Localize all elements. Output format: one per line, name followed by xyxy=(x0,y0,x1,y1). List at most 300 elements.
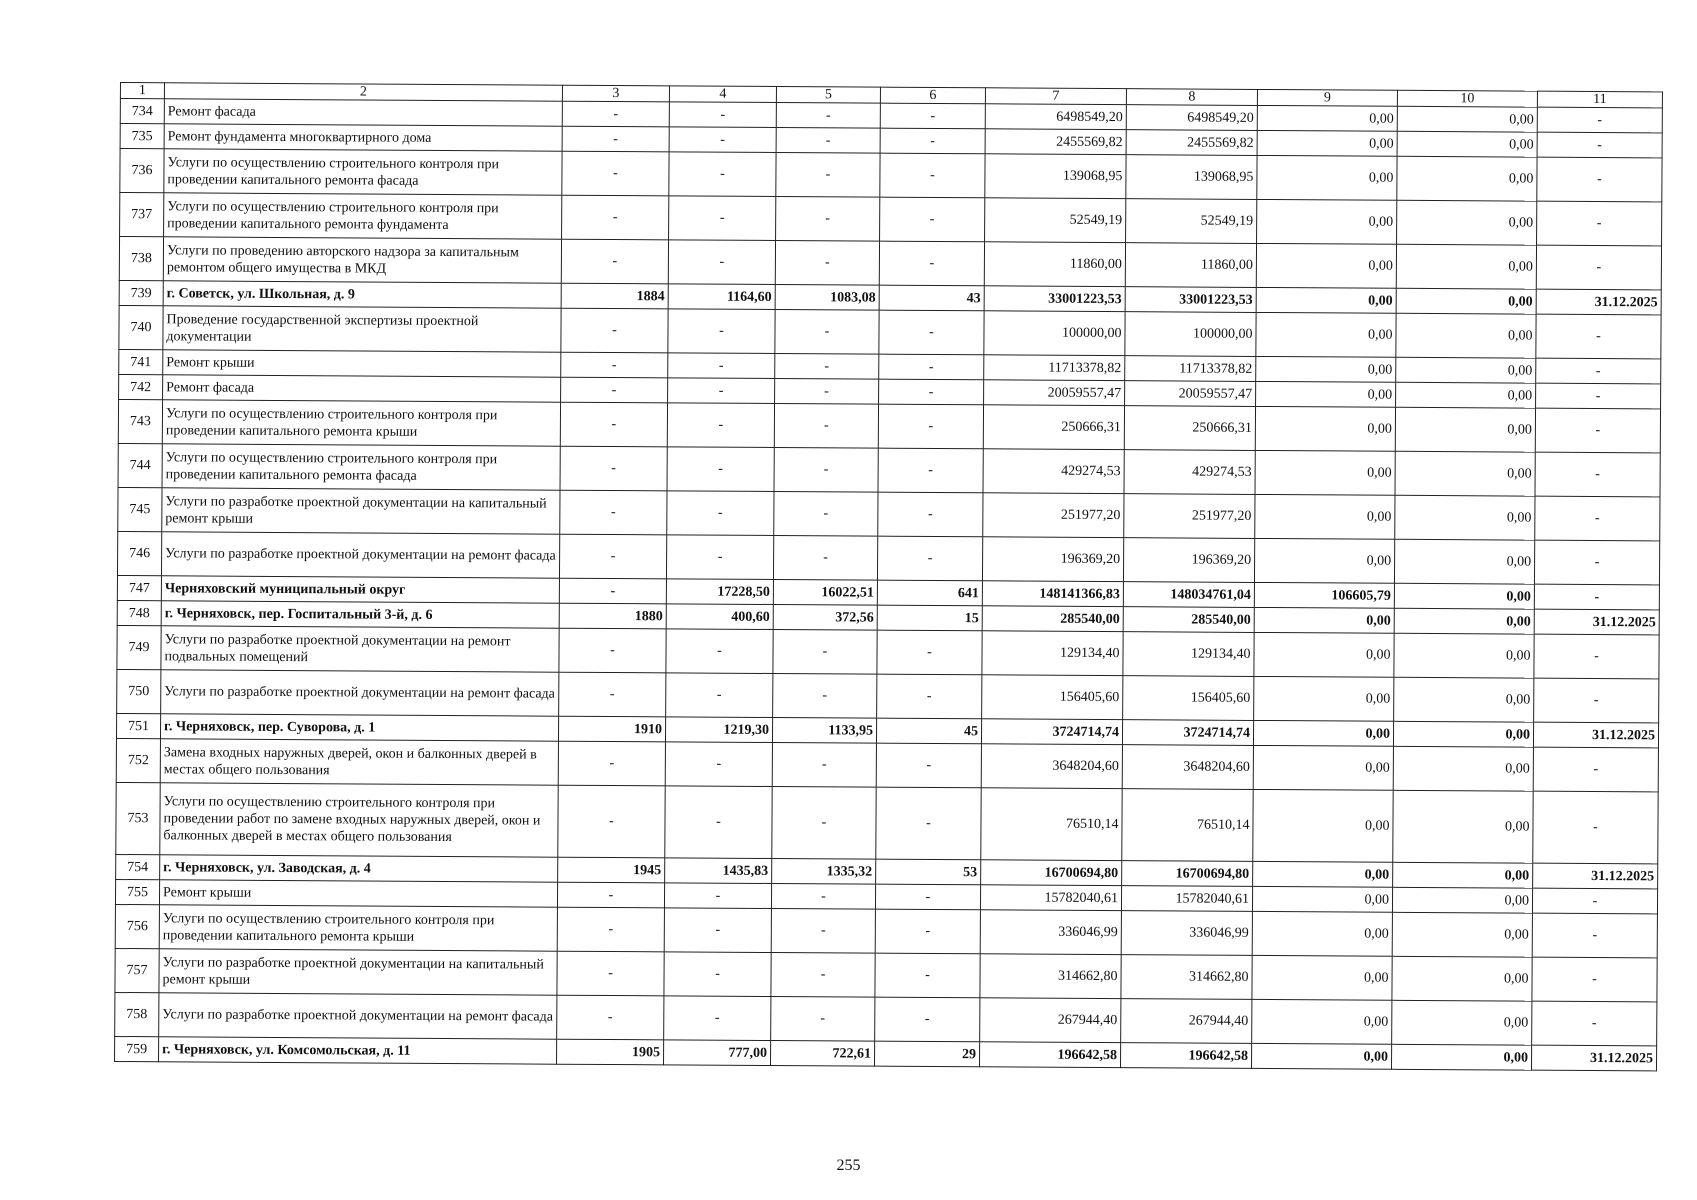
cost-other-2-cell: 0,00 xyxy=(1394,633,1534,678)
cost-other-2-cell: 0,00 xyxy=(1397,106,1537,132)
cost-total-cell: 52549,19 xyxy=(985,198,1126,243)
column-header: 1 xyxy=(120,83,164,99)
residents-cell: - xyxy=(880,128,985,154)
item-name-cell: Ремонт фасада xyxy=(163,375,561,402)
total-area-cell: - xyxy=(668,309,775,354)
total-area-cell: - xyxy=(664,996,771,1041)
cost-total-cell: 16700694,80 xyxy=(981,860,1122,886)
completion-date-cell: - xyxy=(1535,496,1660,541)
living-area-cell: - xyxy=(775,354,879,380)
cost-other-1-cell: 0,00 xyxy=(1253,789,1393,862)
column-header: 11 xyxy=(1537,91,1662,108)
residents-cell: 43 xyxy=(879,285,984,311)
living-area-cell: - xyxy=(771,996,875,1041)
cost-fund-cell: 336046,99 xyxy=(1121,911,1252,956)
item-name-cell: Ремонт крыши xyxy=(159,880,557,907)
cost-other-2-cell: 0,00 xyxy=(1395,407,1535,452)
row-number-cell: 759 xyxy=(115,1036,159,1061)
row-number-cell: 740 xyxy=(119,305,163,349)
cost-other-1-cell: 0,00 xyxy=(1254,607,1394,633)
year-built-cell: - xyxy=(557,951,664,996)
cost-other-1-cell: 0,00 xyxy=(1256,287,1396,313)
cost-total-cell: 100000,00 xyxy=(984,311,1125,356)
living-area-cell: - xyxy=(774,448,878,493)
column-header: 9 xyxy=(1257,89,1397,106)
cost-other-1-cell: 0,00 xyxy=(1253,861,1393,887)
completion-date-cell: - xyxy=(1533,747,1658,792)
total-area-cell: 1219,30 xyxy=(665,717,772,743)
item-name-cell: Услуги по разработке проектной документации на ремонт подвальных помещений xyxy=(161,626,559,672)
year-built-cell: - xyxy=(562,126,669,152)
cost-fund-cell: 33001223,53 xyxy=(1125,287,1256,313)
cost-other-2-cell: 0,00 xyxy=(1394,539,1534,584)
residents-cell: - xyxy=(876,743,981,788)
living-area-cell: - xyxy=(775,379,879,405)
residents-cell: - xyxy=(880,153,985,198)
cost-total-cell: 3648204,60 xyxy=(981,744,1122,789)
row-number-cell: 743 xyxy=(118,399,162,443)
cost-other-1-cell: 0,00 xyxy=(1253,720,1393,746)
cost-other-2-cell: 0,00 xyxy=(1396,244,1536,289)
cost-other-2-cell: 0,00 xyxy=(1393,746,1533,791)
year-built-cell: - xyxy=(557,995,664,1040)
cost-other-2-cell: 0,00 xyxy=(1397,200,1537,245)
year-built-cell: 1945 xyxy=(558,857,665,883)
living-area-cell: - xyxy=(771,883,875,909)
completion-date-cell: - xyxy=(1534,584,1659,610)
total-area-cell: - xyxy=(666,535,773,580)
cost-other-1-cell: 0,00 xyxy=(1255,406,1395,451)
cost-total-cell: 139068,95 xyxy=(985,154,1126,199)
row-number-cell: 752 xyxy=(116,738,160,782)
residents-cell: 53 xyxy=(876,859,981,885)
row-number-cell: 747 xyxy=(117,575,161,600)
cost-fund-cell: 129134,40 xyxy=(1123,632,1254,677)
item-name-cell: Ремонт крыши xyxy=(163,350,561,377)
living-area-cell: 722,61 xyxy=(771,1040,875,1066)
cost-total-cell: 156405,60 xyxy=(982,675,1123,720)
completion-date-cell: - xyxy=(1536,245,1661,290)
cost-fund-cell: 314662,80 xyxy=(1121,955,1252,1000)
year-built-cell: 1884 xyxy=(561,283,668,309)
table-row xyxy=(116,782,1658,863)
cost-other-2-cell: 0,00 xyxy=(1395,495,1535,540)
cost-other-2-cell: 0,00 xyxy=(1392,887,1532,913)
item-name-cell: Услуги по разработке проектной документации на капитальный ремонт крыши xyxy=(162,488,560,534)
total-area-cell: - xyxy=(666,673,773,718)
item-name-cell: Услуги по разработке проектной документации на ремонт фасада xyxy=(161,532,559,578)
year-built-cell: - xyxy=(560,402,667,447)
year-built-cell: - xyxy=(561,377,668,403)
cost-total-cell: 11860,00 xyxy=(984,242,1125,287)
residents-cell: 15 xyxy=(877,605,982,631)
cost-other-2-cell: 0,00 xyxy=(1396,288,1536,314)
cost-fund-cell: 250666,31 xyxy=(1124,406,1255,451)
living-area-cell: - xyxy=(776,197,880,242)
row-number-cell: 753 xyxy=(116,782,160,854)
completion-date-cell: - xyxy=(1535,452,1660,497)
item-name-cell: Услуги по осуществлению строительного контроля при проведении капитального ремонта фасада xyxy=(164,149,562,195)
living-area-cell: - xyxy=(774,404,878,449)
year-built-cell: - xyxy=(559,534,666,579)
row-number-cell: 741 xyxy=(119,349,163,374)
cost-other-2-cell: 0,00 xyxy=(1393,790,1533,863)
year-built-cell: - xyxy=(557,882,664,908)
cost-other-2-cell: 0,00 xyxy=(1392,1000,1532,1045)
cost-total-cell: 314662,80 xyxy=(980,954,1121,999)
row-number-cell: 756 xyxy=(115,904,159,948)
living-area-cell: - xyxy=(775,241,879,286)
item-name-cell: Услуги по осуществлению строительного контроля при проведении капитального ремонта фундамента xyxy=(164,193,562,239)
living-area-cell: - xyxy=(776,103,880,129)
total-area-cell: 777,00 xyxy=(664,1040,771,1066)
row-number-cell: 751 xyxy=(116,713,160,738)
cost-fund-cell: 15782040,61 xyxy=(1121,886,1252,912)
cost-fund-cell: 11860,00 xyxy=(1125,243,1256,288)
residents-cell: - xyxy=(879,379,984,405)
living-area-cell: - xyxy=(776,128,880,154)
cost-total-cell: 20059557,47 xyxy=(984,380,1125,406)
cost-fund-cell: 2455569,82 xyxy=(1126,130,1257,156)
residents-cell: - xyxy=(880,103,985,129)
year-built-cell: 1880 xyxy=(559,603,666,629)
residents-cell: - xyxy=(875,884,980,910)
cost-other-1-cell: 0,00 xyxy=(1252,886,1392,912)
completion-date-cell: - xyxy=(1537,132,1662,158)
residents-cell: - xyxy=(880,197,985,242)
cost-other-2-cell: 0,00 xyxy=(1397,156,1537,201)
row-number-cell: 742 xyxy=(119,374,163,399)
cost-total-cell: 250666,31 xyxy=(983,405,1124,450)
cost-other-1-cell: 0,00 xyxy=(1254,538,1394,583)
cost-other-2-cell: 0,00 xyxy=(1392,956,1532,1001)
cost-fund-cell: 251977,20 xyxy=(1124,494,1255,539)
cost-other-2-cell: 0,00 xyxy=(1394,583,1534,609)
item-name-cell: Услуги по осуществлению строительного контроля при проведении капитального ремонта крыши xyxy=(162,400,560,446)
total-area-cell: 1164,60 xyxy=(668,284,775,310)
total-area-cell: - xyxy=(664,883,771,909)
cost-other-1-cell: 0,00 xyxy=(1256,312,1396,357)
cost-total-cell: 429274,53 xyxy=(983,449,1124,494)
column-header: 6 xyxy=(880,87,985,104)
residents-cell: - xyxy=(878,492,983,537)
row-number-cell: 755 xyxy=(115,879,159,904)
cost-other-2-cell: 0,00 xyxy=(1397,131,1537,157)
total-area-cell: - xyxy=(664,908,771,953)
item-name-cell: Услуги по разработке проектной документации на капитальный ремонт крыши xyxy=(159,949,557,995)
year-built-cell: - xyxy=(561,308,668,353)
year-built-cell: - xyxy=(557,907,664,952)
row-number-cell: 739 xyxy=(119,280,163,305)
item-name-cell: г. Черняховск, ул. Заводская, д. 4 xyxy=(160,855,558,882)
cost-total-cell: 196642,58 xyxy=(980,1042,1121,1068)
completion-date-cell: 31.12.2025 xyxy=(1534,609,1659,635)
living-area-cell: - xyxy=(771,952,875,997)
cost-total-cell: 148141366,83 xyxy=(982,581,1123,607)
total-area-cell: 17228,50 xyxy=(666,579,773,605)
cost-other-1-cell: 0,00 xyxy=(1256,381,1396,407)
year-built-cell: - xyxy=(561,239,668,284)
cost-fund-cell: 52549,19 xyxy=(1126,199,1257,244)
residents-cell: - xyxy=(878,448,983,493)
total-area-cell: - xyxy=(664,952,771,997)
item-name-cell: г. Черняховск, ул. Комсомольская, д. 11 xyxy=(159,1037,557,1064)
cost-total-cell: 267944,40 xyxy=(980,998,1121,1043)
cost-fund-cell: 3648204,60 xyxy=(1122,745,1253,790)
completion-date-cell: - xyxy=(1534,634,1659,679)
completion-date-cell: - xyxy=(1536,358,1661,384)
completion-date-cell: 31.12.2025 xyxy=(1531,1045,1656,1071)
completion-date-cell: - xyxy=(1537,157,1662,202)
living-area-cell: 1083,08 xyxy=(775,285,879,311)
living-area-cell: 1133,95 xyxy=(772,717,876,743)
completion-date-cell: 31.12.2025 xyxy=(1533,722,1658,748)
cost-fund-cell: 11713378,82 xyxy=(1125,356,1256,382)
cost-fund-cell: 429274,53 xyxy=(1124,450,1255,495)
completion-date-cell: 31.12.2025 xyxy=(1533,863,1658,889)
cost-other-2-cell: 0,00 xyxy=(1396,382,1536,408)
column-header: 7 xyxy=(985,88,1126,105)
completion-date-cell: - xyxy=(1532,888,1657,914)
completion-date-cell: 31.12.2025 xyxy=(1536,289,1661,315)
living-area-cell: - xyxy=(774,492,878,537)
living-area-cell: - xyxy=(773,536,877,581)
residents-cell: - xyxy=(877,536,982,581)
year-built-cell: - xyxy=(560,490,667,535)
column-header: 10 xyxy=(1397,90,1537,107)
year-built-cell: - xyxy=(561,352,668,378)
living-area-cell: - xyxy=(773,630,877,675)
completion-date-cell: - xyxy=(1534,678,1659,723)
residents-cell: - xyxy=(875,909,980,954)
cost-total-cell: 336046,99 xyxy=(980,910,1121,955)
total-area-cell: - xyxy=(668,353,775,379)
year-built-cell: - xyxy=(562,195,669,240)
residents-cell: - xyxy=(877,630,982,675)
residents-cell: - xyxy=(875,997,980,1042)
cost-other-1-cell: 0,00 xyxy=(1257,199,1397,244)
row-number-cell: 738 xyxy=(119,237,163,281)
item-name-cell: г. Черняховск, пер. Госпитальный 3-й, д. 6 xyxy=(161,601,559,628)
cost-fund-cell: 196369,20 xyxy=(1123,538,1254,583)
cost-fund-cell: 267944,40 xyxy=(1121,999,1252,1044)
total-area-cell: - xyxy=(669,127,776,153)
cost-total-cell: 285540,00 xyxy=(982,606,1123,632)
completion-date-cell: - xyxy=(1532,1001,1657,1046)
cost-fund-cell: 285540,00 xyxy=(1123,607,1254,633)
living-area-cell: - xyxy=(772,742,876,787)
living-area-cell: - xyxy=(776,153,880,198)
cost-total-cell: 33001223,53 xyxy=(984,286,1125,312)
completion-date-cell: - xyxy=(1536,383,1661,409)
year-built-cell: 1910 xyxy=(558,716,665,742)
total-area-cell: - xyxy=(668,240,775,285)
row-number-cell: 744 xyxy=(118,443,162,487)
cost-other-1-cell: 0,00 xyxy=(1256,243,1396,288)
cost-other-1-cell: 0,00 xyxy=(1253,745,1393,790)
item-name-cell: Услуги по осуществлению строительного контроля при проведении капитального ремонта крыши xyxy=(159,905,557,951)
cost-other-1-cell: 0,00 xyxy=(1255,450,1395,495)
total-area-cell: - xyxy=(665,742,772,787)
cost-fund-cell: 16700694,80 xyxy=(1122,861,1253,887)
row-number-cell: 749 xyxy=(117,625,161,669)
row-number-cell: 748 xyxy=(117,600,161,625)
item-name-cell: Услуги по проведению авторского надзора за капитальным ремонтом общего имущества в МКД xyxy=(163,237,561,283)
row-number-cell: 735 xyxy=(120,124,164,149)
total-area-cell: - xyxy=(667,403,774,448)
cost-other-1-cell: 0,00 xyxy=(1255,494,1395,539)
cost-fund-cell: 196642,58 xyxy=(1120,1043,1251,1069)
item-name-cell: Ремонт фасада xyxy=(164,99,562,126)
column-header: 4 xyxy=(669,86,776,103)
column-header: 5 xyxy=(776,87,880,104)
cost-other-1-cell: 0,00 xyxy=(1254,676,1394,721)
item-name-cell: Проведение государственной экспертизы проектной документации xyxy=(163,306,561,352)
item-name-cell: Услуги по разработке проектной документации на ремонт фасада xyxy=(159,993,557,1039)
total-area-cell: 1435,83 xyxy=(665,858,772,884)
cost-other-1-cell: 0,00 xyxy=(1257,130,1397,156)
cost-total-cell: 129134,40 xyxy=(982,631,1123,676)
year-built-cell: - xyxy=(560,446,667,491)
cost-other-1-cell: 0,00 xyxy=(1252,955,1392,1000)
living-area-cell: - xyxy=(771,908,875,953)
total-area-cell: - xyxy=(667,447,774,492)
total-area-cell: - xyxy=(667,491,774,536)
row-number-cell: 736 xyxy=(120,149,164,193)
cost-total-cell: 251977,20 xyxy=(983,493,1124,538)
cost-other-1-cell: 0,00 xyxy=(1252,911,1392,956)
column-header: 2 xyxy=(164,83,562,101)
total-area-cell: 400,60 xyxy=(666,604,773,630)
cost-total-cell: 76510,14 xyxy=(981,788,1122,861)
cost-other-1-cell: 0,00 xyxy=(1257,105,1397,131)
row-number-cell: 734 xyxy=(120,99,164,124)
year-built-cell: - xyxy=(558,741,665,786)
completion-date-cell: - xyxy=(1532,913,1657,958)
item-name-cell: г. Черняховск, пер. Суворова, д. 1 xyxy=(160,714,558,741)
column-header: 3 xyxy=(562,85,669,102)
page-number: 255 xyxy=(836,1157,861,1174)
item-name-cell: Черняховский муниципальный округ xyxy=(161,576,559,603)
residents-cell: - xyxy=(875,953,980,998)
item-name-cell: Замена входных наружных дверей, окон и балконных дверей в местах общего пользования xyxy=(160,739,558,785)
row-number-cell: 754 xyxy=(116,854,160,879)
row-number-cell: 758 xyxy=(115,992,159,1036)
cost-other-2-cell: 0,00 xyxy=(1393,721,1533,747)
completion-date-cell: - xyxy=(1536,314,1661,359)
completion-date-cell: - xyxy=(1537,107,1662,133)
residents-cell: - xyxy=(877,674,982,719)
completion-date-cell: - xyxy=(1533,791,1658,864)
cost-other-1-cell: 0,00 xyxy=(1254,632,1394,677)
cost-other-1-cell: 106605,79 xyxy=(1254,582,1394,608)
living-area-cell: - xyxy=(775,310,879,355)
residents-cell: - xyxy=(879,241,984,286)
cost-total-cell: 15782040,61 xyxy=(980,885,1121,911)
year-built-cell: - xyxy=(559,628,666,673)
completion-date-cell: - xyxy=(1537,201,1662,246)
total-area-cell: - xyxy=(666,629,773,674)
cost-fund-cell: 100000,00 xyxy=(1125,312,1256,357)
cost-total-cell: 11713378,82 xyxy=(984,355,1125,381)
cost-fund-cell: 139068,95 xyxy=(1126,155,1257,200)
cost-other-2-cell: 0,00 xyxy=(1393,862,1533,888)
year-built-cell: - xyxy=(562,151,669,196)
total-area-cell: - xyxy=(669,152,776,197)
cost-total-cell: 3724714,74 xyxy=(981,719,1122,745)
cost-fund-cell: 20059557,47 xyxy=(1125,381,1256,407)
year-built-cell: - xyxy=(559,672,666,717)
cost-fund-cell: 156405,60 xyxy=(1123,676,1254,721)
year-built-cell: 1905 xyxy=(557,1039,664,1065)
residents-cell: - xyxy=(879,310,984,355)
row-number-cell: 737 xyxy=(120,193,164,237)
completion-date-cell: - xyxy=(1532,957,1657,1002)
living-area-cell: - xyxy=(772,786,876,859)
residents-cell: - xyxy=(879,354,984,380)
total-area-cell: - xyxy=(669,102,776,128)
table-body xyxy=(115,99,1663,1071)
cost-other-2-cell: 0,00 xyxy=(1396,357,1536,383)
cost-other-1-cell: 0,00 xyxy=(1251,1043,1391,1069)
item-name-cell: г. Советск, ул. Школьная, д. 9 xyxy=(163,281,561,308)
year-built-cell: - xyxy=(558,785,665,858)
cost-fund-cell: 3724714,74 xyxy=(1122,720,1253,746)
residents-cell: 29 xyxy=(875,1041,980,1067)
row-number-cell: 750 xyxy=(117,669,161,713)
row-number-cell: 745 xyxy=(118,487,162,531)
data-table xyxy=(114,82,1663,1071)
cost-fund-cell: 148034761,04 xyxy=(1123,582,1254,608)
completion-date-cell: - xyxy=(1534,540,1659,585)
cost-other-2-cell: 0,00 xyxy=(1396,313,1536,358)
cost-other-2-cell: 0,00 xyxy=(1395,451,1535,496)
cost-other-1-cell: 0,00 xyxy=(1252,999,1392,1044)
item-name-cell: Ремонт фундамента многоквартирного дома xyxy=(164,124,562,151)
residents-cell: 641 xyxy=(877,580,982,606)
row-number-cell: 746 xyxy=(117,531,161,575)
living-area-cell: - xyxy=(773,673,877,718)
cost-other-2-cell: 0,00 xyxy=(1394,677,1534,722)
cost-other-2-cell: 0,00 xyxy=(1394,608,1534,634)
column-header: 8 xyxy=(1126,89,1257,106)
cost-total-cell: 2455569,82 xyxy=(985,129,1126,155)
cost-other-1-cell: 0,00 xyxy=(1256,356,1396,382)
row-number-cell: 757 xyxy=(115,948,159,992)
living-area-cell: 16022,51 xyxy=(773,580,877,606)
residents-cell: 45 xyxy=(876,718,981,744)
year-built-cell: - xyxy=(562,101,669,127)
item-name-cell: Услуги по осуществлению строительного контроля при проведении работ по замене входных наружных дверей, окон и балконных дверей в местах общего пользования xyxy=(160,783,558,857)
living-area-cell: 1335,32 xyxy=(772,858,876,884)
total-area-cell: - xyxy=(665,786,772,859)
cost-total-cell: 196369,20 xyxy=(982,537,1123,582)
living-area-cell: 372,56 xyxy=(773,605,877,631)
residents-cell: - xyxy=(876,787,981,860)
cost-fund-cell: 6498549,20 xyxy=(1126,105,1257,131)
cost-fund-cell: 76510,14 xyxy=(1122,789,1253,862)
year-built-cell: - xyxy=(559,578,666,604)
cost-other-1-cell: 0,00 xyxy=(1257,155,1397,200)
cost-other-2-cell: 0,00 xyxy=(1391,1044,1531,1070)
residents-cell: - xyxy=(878,404,983,449)
cost-other-2-cell: 0,00 xyxy=(1392,912,1532,957)
total-area-cell: - xyxy=(668,378,775,404)
cost-total-cell: 6498549,20 xyxy=(985,104,1126,130)
item-name-cell: Услуги по разработке проектной документации на ремонт фасада xyxy=(161,670,559,716)
total-area-cell: - xyxy=(669,196,776,241)
completion-date-cell: - xyxy=(1535,408,1660,453)
